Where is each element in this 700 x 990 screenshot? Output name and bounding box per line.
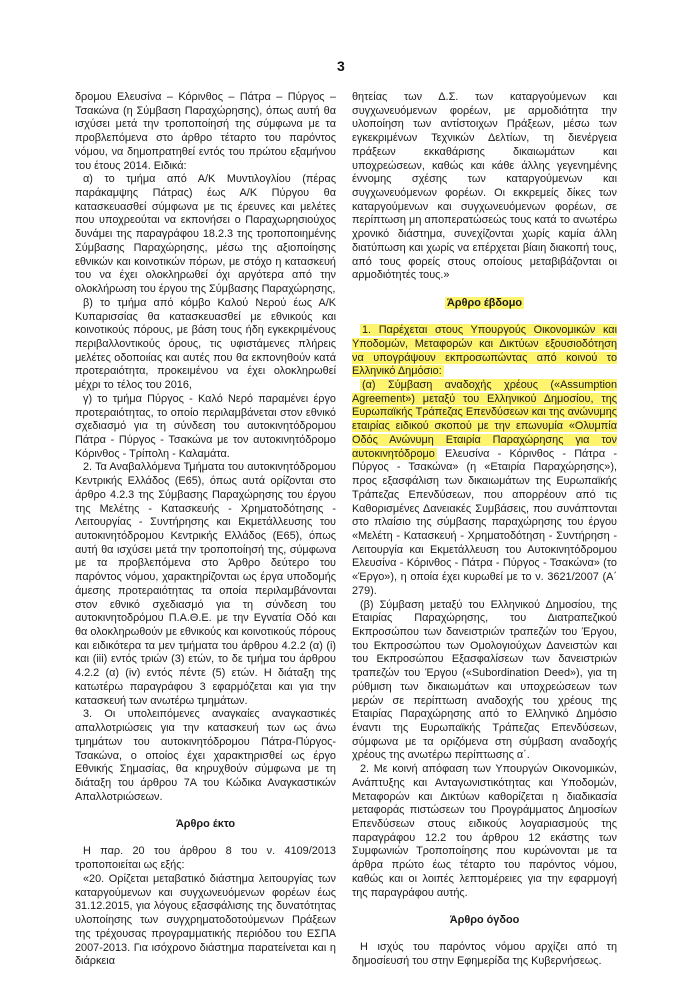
paragraph-a: α) το τμήμα από Α/Κ Μυντιλογλίου (πέρας παράκαμψης Πάτρας) έως Α/Κ Πύργου θα κατασκευασθεί σύμφωνα με τις έρευνες και μελέτες που υποχρεούται να εκπονήσει ο Παραχωρησιούχος δυνάμει της παραγράφου 18.2.3 της τροποποιημένης Σύμβασης Παραχώρησης, μέσω της αξιοποίησης εθνικών και κοινοτικών πόρων, με στόχο η κατασκευή του να έχει ολοκληρωθεί όχι αργότερα από την ολοκλήρωση του έργου της Σύμβασης Παραχώρησης, [75, 173, 336, 296]
paragraph-continuation-right: θητείας των Δ.Σ. των καταργούμενων και συγχωνευόμενων φορέων, με αρμοδιότητα την υλοποίηση των αντίστοιχων Πράξεων, μέσω των εγκεκριμένων Τεχνικών Δελτίων, τη διενέργεια πράξεων εκκαθάρισης δικαιωμάτων και υποχρεώσεων, καθώς και κάθε άλλης γεγενημένης έννομης σχέσης των καταργούμενων και συγχωνευόμενων φορέων. Οι εκκρεμείς δίκες των καταργούμενων και συγχωνευόμενων φορέων, σε περίπτωση μη αποπερατώσεώς τους κατά το ανωτέρω χρονικό διάστημα, συνεχίζονται χωρίς καμία άλλη διατύπωση και χωρίς να επέρχεται βίαιη διακοπή τους, από τους φορείς στους οποίους μεταβιβάζονται οι αρμοδιότητές τους.» [352, 91, 617, 282]
paragraph-continuation: δρομου Ελευσίνα – Κόρινθος – Πάτρα – Πύργος – Τσακώνα (η Σύμβαση Παραχώρησης), όπως αυτή θα ισχύσει μετά την τροποποίησή της σύμφωνα με τα προβλεπόμενα στο άρθρο τέταρτο του παρόντος νόμου, να δημοπρατηθεί εντός του πρώτου εξαμήνου του έτους 2014. Ειδικά: [75, 91, 336, 172]
article-6-heading: Άρθρο έκτο [175, 818, 236, 831]
article-7-heading-text: Άρθρο έβδομο [446, 296, 523, 309]
article-7-paragraph-2: 2. Με κοινή απόφαση των Υπουργών Οικονομικών, Ανάπτυξης και Ανταγωνιστικότητας και Υποδομών, Μεταφορών και Δικτύων καθορίζεται η διαδικασία μεταφοράς πιστώσεων του Προγράμματος Δημοσίων Επενδύσεων στους ειδικούς λογαριασμούς της παραγράφου 12.2 του άρθρου 12 εκάστης των Συμφωνιών Τροποποίησης που κυρώνονται με τα άρθρα πρώτο έως τέταρτο του παρόντος νόμου, καθώς και οι λοιπές λεπτομέρειες για την εφαρμογή της παραγράφου αυτής. [352, 763, 617, 899]
article-7-paragraph-b: (β) Σύμβαση μεταξύ του Ελληνικού Δημοσίου, της Εταιρίας Παραχώρησης, του Διατραπεζικού Εκπροσώπου των δανειστριών τραπεζών του Έργου, του Εκπροσώπου των Ομολογιούχων Δανειστών και του Εκπροσώπου Εξασφαλίσεων των δανειστριών τραπεζών του Έργου («Subordination Deed»), για τη ρύθμιση των δικαιωμάτων και υποχρεώσεων των μερών σε περίπτωση αναδοχής του χρέους της Εταιρίας Παραχώρησης από το Ελληνικό Δημόσιο έναντι της Ευρωπαϊκής Τράπεζας Επενδύσεων, σύμφωνα με τα οριζόμενα στη σύμβαση αναδοχής χρέους της ανωτέρω περίπτωσης α΄. [352, 598, 617, 762]
article-7-heading [352, 297, 617, 311]
left-column [75, 91, 336, 969]
article-7-paragraph-1 [352, 324, 617, 379]
paragraph-b: β) το τμήμα από κόμβο Καλού Νερού έως Α/Κ Κυπαρισσίας θα κατασκευασθεί με εθνικούς και κοινοτικούς πόρους, με βάση τους ήδη εγκεκριμένους περιβαλλοντικούς όρους, τις υφιστάμενες πλήρεις μελέτες οδοποιίας και αυτές που θα εκπονηθούν κατά προτεραιότητα, προκειμένου να έχει ολοκληρωθεί μέχρι το τέλος του 2016, [75, 296, 336, 392]
article-6-quote: «20. Ορίζεται μεταβατικό διάστημα λειτουργίας των καταργούμενων και συγχωνευόμενων φορέων έως 31.12.2015, για λόγους εξασφάλισης της δυνατότητας υλοποίησης των συγχρηματοδοτούμενων Πράξεων της τρέχουσας προγραμματικής περιόδου του ΕΣΠΑ 2007-2013. Για ισόχρονο διάστημα παρατείνεται και η διάρκεια [75, 872, 336, 968]
right-column [352, 91, 617, 969]
highlighted-text: (α) Σύμβαση αναδοχής χρέους («Assumption Agreement») μεταξύ του Ελληνικού Δημοσίου, της Ευρωπαϊκής Τράπεζας Επενδύσεων και της ανώνυμης εταιρίας ειδικού σκοπού με την επωνυμία «Ολυμπία Οδός Ανώνυμη Εταιρία Παραχώρησης για τον αυτοκινητόδρομο [352, 379, 617, 460]
highlighted-text: 1. Παρέχεται στους Υπουργούς Οικονομικών και Υποδομών, Μεταφορών και Δικτύων εξουσιοδότηση να υπογράψουν εκπροσωπώντας από κοινού το Ελληνικό Δημόσιο: [352, 324, 617, 378]
article-7-paragraph-a [352, 379, 617, 599]
paragraph-3: 3. Οι υπολειπόμενες αναγκαίες αναγκαστικές απαλλοτριώσεις για την κατασκευή των ως άνω τμημάτων του αυτοκινητόδρομου Πάτρα-Πύργος-Τσακώνα, ο οποίος έχει χαρακτηρισθεί ως έργο Εθνικής Σημασίας, θα κηρυχθούν σύμφωνα με τη διάταξη του άρθρου 7Α του Κώδικα Αναγκαστικών Απαλλοτριώσεων. [75, 708, 336, 803]
article-6-intro: Η παρ. 20 του άρθρου 8 του ν. 4109/2013 τροποποιείται ως εξής: [75, 845, 336, 872]
article-8-heading: Άρθρο όγδοο [449, 914, 520, 927]
paragraph-a-rest: Ελευσίνα - Κόρινθος - Πάτρα - Πύργος - Τσακώνα» (η «Εταιρία Παραχώρησης»), προς εξασφάλιση των δικαιωμάτων της Ευρωπαϊκής Τράπεζας Επενδύσεων, που απορρέουν από τις Καθορισμένες Δανειακές Συμβάσεις, που συνάπτονται στο πλαίσιο της σύμβασης παραχώρησης του έργου «Μελέτη - Κατασκευή - Χρηματοδότηση - Συντήρηση - Λειτουργία και Εκμετάλλευση του Αυτοκινητόδρομου Ελευσίνα - Κόρινθος - Πάτρα - Πύργος - Τσακώνα» (το «Έργο»), η οποία έχει κυρωθεί με το ν. 3621/2007 (Α΄ 279). [352, 447, 617, 597]
page-number: 3 [337, 58, 345, 74]
paragraph-c: γ) το τμήμα Πύργος - Καλό Νερό παραμένει έργο προτεραιότητας, το οποίο περιλαμβάνεται στον εθνικό σχεδιασμό για τη σύνδεση του αυτοκινητόδρομου Πάτρα - Πύργος - Τσακώνα με τον αυτοκινητόδρομο Κόρινθος - Τρίπολη - Καλαμάτα. [75, 392, 336, 460]
article-8-paragraph: Η ισχύς του παρόντος νόμου αρχίζει από τη δημοσίευσή του στην Εφημερίδα της Κυβερνήσεως. [352, 941, 617, 968]
paragraph-2: 2. Τα Αναβαλλόμενα Τμήματα του αυτοκινητόδρομου Κεντρικής Ελλάδος (Ε65), όπως αυτά ορίζονται στο άρθρο 4.2.3 της Σύμβασης Παραχώρησης του έργου της Μελέτης - Κατασκευής - Χρηματοδότησης - Λειτουργίας - Συντήρησης και Εκμετάλλευσης του αυτοκινητόδρομου Κεντρικής Ελλάδος (Ε65), όπως αυτή θα ισχύσει μετά την τροποποίησή της, σύμφωνα με τα προβλεπόμενα στο Άρθρο δεύτερο του παρόντος νόμου, χαρακτηρίζονται ως έργα υποδομής άμεσης προτεραιότητας τα οποία περιλαμβάνονται στον εθνικό σχεδιασμό για τη σύνδεση του αυτοκινητοδρόμου Π.Α.Θ.Ε. με την Εγνατία Οδό και θα ολοκληρωθούν με εθνικούς και κοινοτικούς πόρους και ειδικότερα τα μεν τμήματα του άρθρου 4.2.2 (α) (i) και (iii) εντός τριών (3) ετών, το δε τμήμα του άρθρου 4.2.2 (α) (iv) εντός πέντε (5) ετών. Η διάταξη της κατωτέρω παραγράφου 3 εφαρμόζεται και για την κατασκευή των ανωτέρω τμημάτων. [75, 461, 336, 707]
